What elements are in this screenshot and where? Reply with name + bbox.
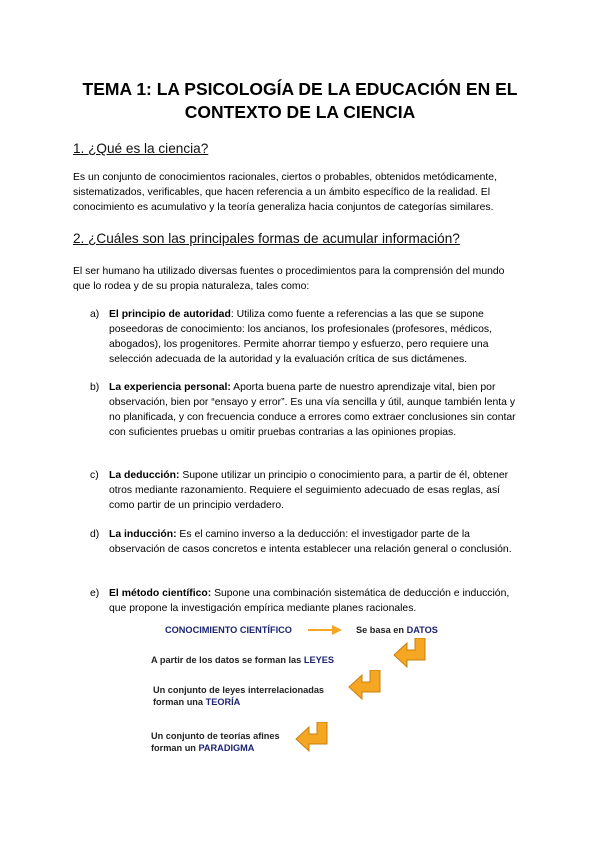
list-item-letter: a) <box>90 309 100 320</box>
diagram-paradigm-line-2 <box>151 742 280 754</box>
diagram-based-on-prefix: Se basa en <box>356 625 407 635</box>
diagram-theory-line-1: Un conjunto de leyes interrelacionadas <box>153 685 325 695</box>
list-item-term: La deducción: <box>109 470 180 481</box>
list-item-text: Es el camino inverso a la deducción: el investigador parte de la observación de casos concretos e intenta establecer una relación general o conclusión. <box>109 529 512 555</box>
page-title-line-2: CONTEXTO DE LA CIENCIA <box>184 102 416 122</box>
diagram-paradigm-keyword: PARADIGMA <box>198 743 255 753</box>
page-title <box>40 78 560 124</box>
diagram-laws-prefix: A partir de los datos se forman las <box>151 655 304 665</box>
diagram-theory-line-2 <box>153 696 324 708</box>
elbow-arrow-icon <box>393 638 429 670</box>
diagram-laws-step <box>151 654 334 666</box>
list-item-text: Supone una combinación sistemática de deducción e inducción, que propone la investigación empírica mediante planes racionales. <box>109 588 510 614</box>
diagram-theory-step <box>153 684 324 708</box>
diagram-paradigm-prefix: forman un <box>151 743 199 753</box>
diagram-laws-keyword: LEYES <box>303 655 334 665</box>
page-title-line-1: TEMA 1: LA PSICOLOGÍA DE LA EDUCACIÓN EN EL <box>82 79 518 99</box>
scientific-knowledge-diagram <box>145 618 475 768</box>
list-item-term: El método científico: <box>109 588 212 599</box>
section-2-heading: 2. ¿Cuáles son las principales formas de acumular información? <box>73 231 460 246</box>
section-1-paragraph: Es un conjunto de conocimientos racionales, ciertos o probables, obtenidos metódicamente, sistematizados, verificables, que hacen referencia a un ámbito específico de la realidad. El conocimiento es acumulativo y la teoría generaliza hacia conjuntos de categorías similares. <box>73 172 497 213</box>
diagram-paradigm-line-1: Un conjunto de teorías afines <box>151 731 280 741</box>
list-item-letter: b) <box>90 382 100 393</box>
list-item-term: El principio de autoridad <box>109 309 231 320</box>
list-item-letter: c) <box>90 470 99 481</box>
diagram-theory-prefix: forman una <box>153 697 206 707</box>
list-item-text: Utiliza como fuente a referencias a las que se supone poseedoras de conocimiento: los ancianos, los profesionales (profesores, médicos, abogados), los progenitores. Permite ahorrar tiempo y esfuerzo, pero requiere una selección adecuada de la autoridad y la evaluación crítica de sus dictámenes. <box>109 309 492 365</box>
list-item-text: Aporta buena parte de nuestro aprendizaje vital, bien por observación, bien por “ensayo y error”. Es una vía sencilla y útil, aunque también lenta y no planificada, y con frecuencia conduce a errores como extraer conclusiones sin contar con suficientes pruebas u omitir pruebas contrarias a las opiniones propias. <box>109 382 516 438</box>
list-item-term: La inducción: <box>109 529 177 540</box>
section-1-heading: 1. ¿Qué es la ciencia? <box>73 141 209 156</box>
section-2-intro: El ser humano ha utilizado diversas fuentes o procedimientos para la comprensión del mundo que lo rodea y de su propia naturaleza, tales como: <box>73 266 505 292</box>
list-item-letter: d) <box>90 529 100 540</box>
list-item-letter: e) <box>90 588 100 599</box>
list-item-term: La experiencia personal: <box>109 382 231 393</box>
diagram-scientific-knowledge-label: CONOCIMIENTO CIENTÍFICO <box>165 625 292 635</box>
elbow-arrow-icon <box>295 722 331 754</box>
right-arrow-icon <box>308 624 344 636</box>
diagram-data-keyword: DATOS <box>406 625 438 635</box>
list-item-text: Supone utilizar un principio o conocimiento para, a partir de él, obtener otros mediante razonamiento. Requiere el seguimiento adecuado de esas reglas, así como partir de un principio verdadero. <box>109 470 509 511</box>
diagram-based-on-data <box>356 624 438 636</box>
elbow-arrow-icon <box>348 670 384 702</box>
diagram-paradigm-step <box>151 730 280 754</box>
diagram-theory-keyword: TEORÍA <box>205 697 241 707</box>
list-item-separator: : <box>230 309 234 320</box>
